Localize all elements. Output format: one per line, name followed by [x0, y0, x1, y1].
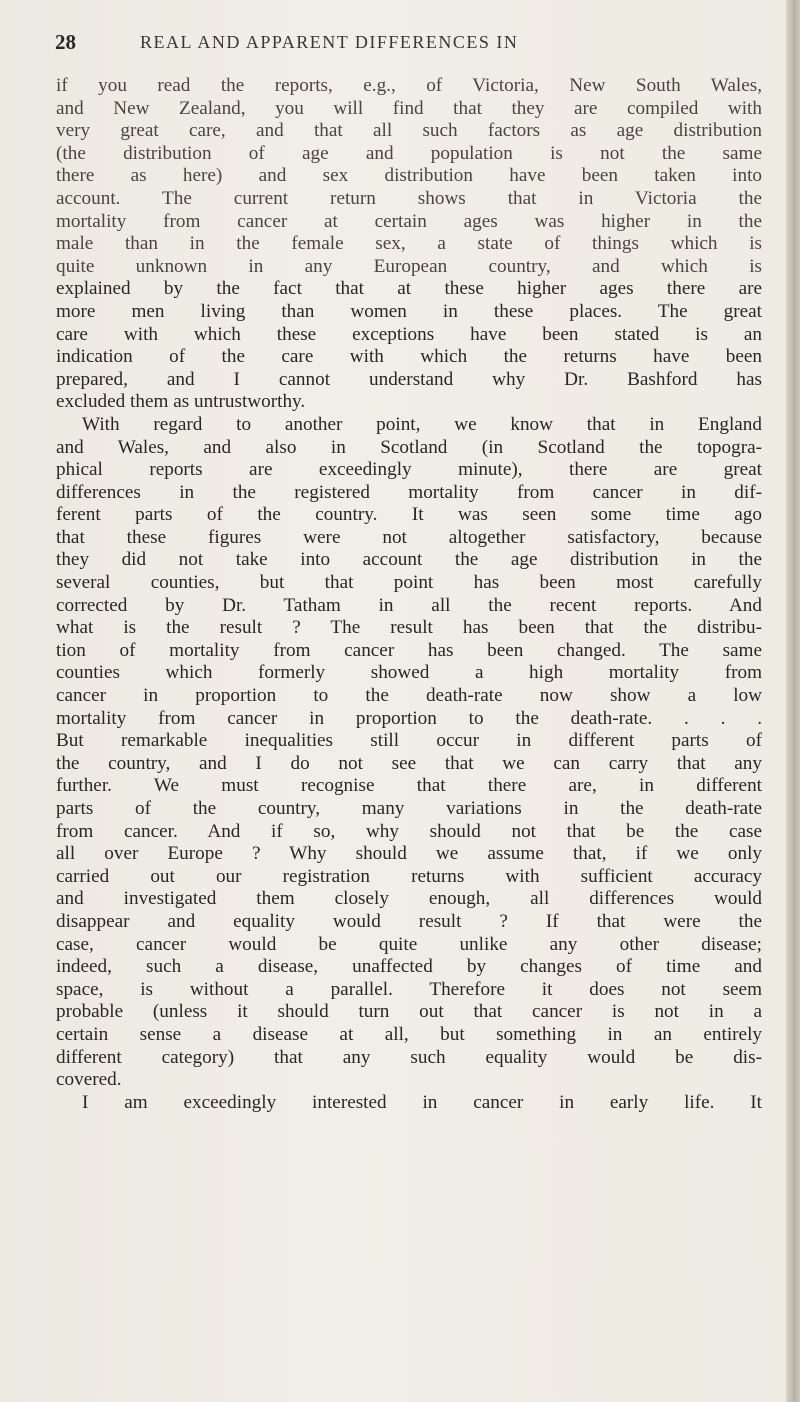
text-line: ferent parts of the country. It was seen some time ago — [56, 504, 762, 526]
text-line: if you read the reports, e.g., of Victoria, New South Wales, — [56, 75, 762, 96]
text-line: cancer in proportion to the death-rate now show a low — [56, 685, 762, 707]
text-line: space, is without a parallel. Therefore it does not seem — [56, 978, 762, 1000]
page-header — [55, 30, 755, 60]
text-line: prepared, and I cannot understand why Dr. Bashford has — [56, 368, 762, 390]
text-line: covered. — [56, 1069, 122, 1091]
text-line: But remarkable inequalities still occur in different parts of — [56, 730, 762, 752]
text-line: case, cancer would be quite unlike any other disease; — [56, 933, 762, 955]
text-line: indeed, such a disease, unaffected by changes of time and — [56, 956, 762, 978]
text-line: mortality from cancer in proportion to the death-rate. . . . — [56, 707, 762, 729]
running-title: REAL AND APPARENT DIFFERENCES IN — [140, 32, 519, 52]
text-line: and New Zealand, you will find that they are compiled with — [56, 97, 762, 119]
text-line: the country, and I do not see that we can carry that any — [56, 752, 762, 774]
text-line: mortality from cancer at certain ages was higher in the — [56, 210, 762, 232]
text-line: care with which these exceptions have been stated is an — [56, 323, 762, 345]
text-line: account. The current return shows that in Victoria the — [56, 187, 762, 209]
body-text — [56, 75, 762, 1114]
text-line: counties which formerly showed a high mortality from — [56, 662, 762, 684]
text-line: different category) that any such equality would be dis- — [56, 1046, 762, 1068]
text-line: there as here) and sex distribution have been taken into — [56, 165, 762, 187]
text-line: from cancer. And if so, why should not that be the case — [56, 820, 762, 842]
text-line: corrected by Dr. Tatham in all the recent reports. And — [56, 594, 762, 616]
text-line: indication of the care with which the returns have been — [56, 346, 762, 368]
text-line: quite unknown in any European country, and which is — [56, 255, 762, 277]
text-line: what is the result ? The result has been that the distribu- — [56, 617, 762, 639]
text-line: disappear and equality would result ? If that were the — [56, 910, 762, 932]
text-line: that these figures were not altogether satisfactory, because — [56, 526, 762, 548]
text-line: further. We must recognise that there are, in different — [56, 775, 762, 797]
text-line: certain sense a disease at all, but something in an entirely — [56, 1023, 762, 1045]
text-line: parts of the country, many variations in the death-rate — [56, 798, 762, 819]
text-line: and investigated them closely enough, all differences would — [56, 888, 762, 910]
text-line: excluded them as untrustworthy. — [56, 391, 306, 413]
text-line: all over Europe ? Why should we assume that, if we only — [56, 843, 762, 865]
page-edge — [786, 0, 800, 1402]
text-line: tion of mortality from cancer has been changed. The same — [56, 639, 762, 661]
text-line: probable (unless it should turn out that cancer is not in a — [56, 1001, 762, 1023]
text-line: carried out our registration returns with sufficient accuracy — [56, 865, 762, 887]
text-line: (the distribution of age and population is not the same — [56, 142, 762, 164]
text-line: differences in the registered mortality from cancer in dif- — [56, 481, 762, 503]
text-line: explained by the fact that at these higher ages there are — [56, 278, 762, 300]
paragraph-start-line: I am exceedingly interested in cancer in early life. It — [82, 1091, 762, 1113]
text-line: several counties, but that point has been most carefully — [56, 572, 762, 594]
paragraph-start-line: With regard to another point, we know that in England — [82, 413, 762, 435]
text-line: and Wales, and also in Scotland (in Scotland the topogra- — [56, 436, 762, 458]
text-line: very great care, and that all such factors as age distribution — [56, 120, 762, 142]
text-line: male than in the female sex, a state of things which is — [56, 233, 762, 255]
text-line: more men living than women in these places. The great — [56, 300, 762, 322]
text-line: they did not take into account the age distribution in the — [56, 549, 762, 571]
text-line: phical reports are exceedingly minute), there are great — [56, 459, 762, 481]
page-number: 28 — [55, 30, 76, 54]
